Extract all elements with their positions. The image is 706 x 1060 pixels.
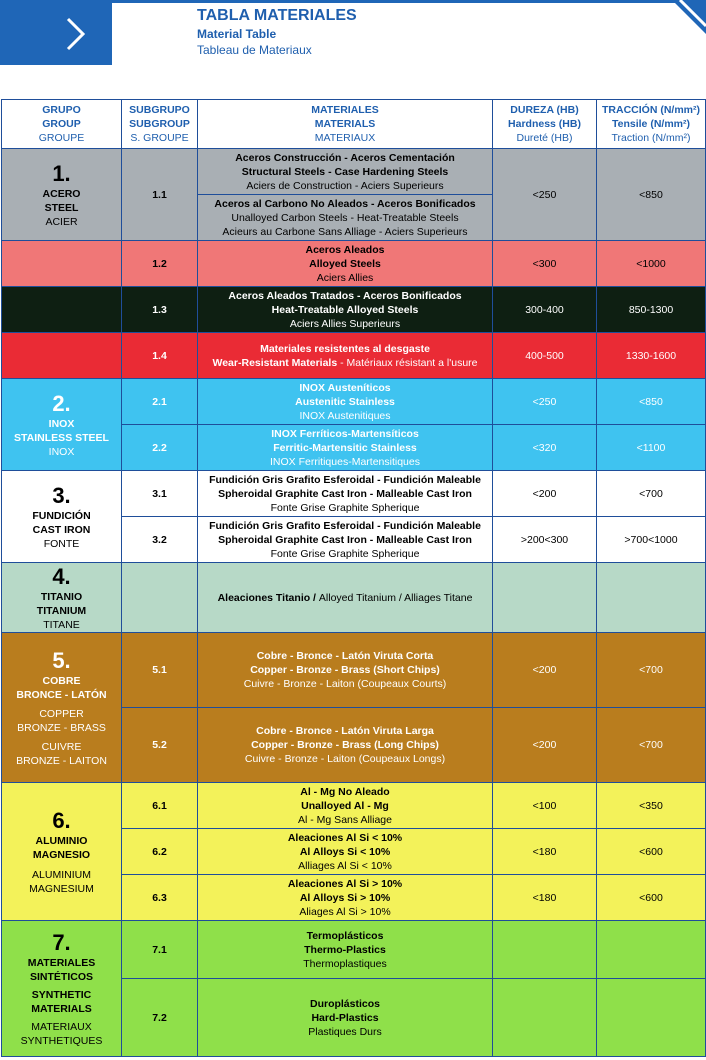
material-cell: Aleaciones Al Si > 10% Al Alloys Si > 10% Aliages Al Si > 10% [198, 875, 493, 921]
subgroup-cell: 1.3 [122, 287, 198, 333]
group-cell-5: 5. COBRE BRONCE - LATÓN COPPER BRONZE - BRASS CUIVRE BRONZE - LAITON [2, 633, 122, 783]
hardness-cell: <200 [493, 633, 597, 708]
hardness-cell [493, 563, 597, 633]
subgroup-cell: 3.2 [122, 517, 198, 563]
table-row [2, 783, 706, 829]
material-cell: Al - Mg No Aleado Unalloyed Al - Mg Al - Mg Sans Alliage [198, 783, 493, 829]
material-cell: Termoplásticos Thermo-Plastics Thermoplastiques [198, 921, 493, 979]
subgroup-cell: 3.1 [122, 471, 198, 517]
table-row [2, 921, 706, 979]
page-subtitle-fr: Tableau de Materiaux [197, 43, 312, 57]
tensile-cell: <700 [597, 633, 706, 708]
table-header-row [2, 100, 706, 149]
tensile-cell: 1330-1600 [597, 333, 706, 379]
group-cell-empty [2, 287, 122, 333]
hardness-cell: <200 [493, 471, 597, 517]
col-header-group: GRUPO GROUP GROUPE [2, 100, 122, 149]
tensile-cell: <700 [597, 708, 706, 783]
material-cell: Aceros Construcción - Aceros Cementación Structural Steels - Case Hardening Steels Aciers de Construction - Aciers Superieurs [198, 149, 493, 195]
material-cell: INOX Austeníticos Austenitic Stainless INOX Austenitiques [198, 379, 493, 425]
table-row [2, 241, 706, 287]
header-top-rule [112, 0, 706, 3]
table-row [2, 471, 706, 517]
page-subtitle-en: Material Table [197, 27, 277, 41]
table-row [2, 333, 706, 379]
hardness-cell [493, 979, 597, 1057]
group-cell-7: 7. MATERIALES SINTÉTICOS SYNTHETIC MATERIALS MATERIAUX SYNTHETIQUES [2, 921, 122, 1057]
tensile-cell: <850 [597, 149, 706, 241]
tensile-cell: <600 [597, 829, 706, 875]
material-cell: Aceros Aleados Alloyed Steels Aciers Allies [198, 241, 493, 287]
col-header-hardness: DUREZA (HB) Hardness (HB) Dureté (HB) [493, 100, 597, 149]
subgroup-cell: 6.3 [122, 875, 198, 921]
tensile-cell: 850-1300 [597, 287, 706, 333]
tensile-cell: <1100 [597, 425, 706, 471]
header-blue-block [0, 0, 112, 65]
group-cell-2: 2. INOX STAINLESS STEEL INOX [2, 379, 122, 471]
table-row [2, 633, 706, 708]
material-cell: Aceros al Carbono No Aleados - Aceros Bonificados Unalloyed Carbon Steels - Heat-Treatable Steels Acieurs au Carbone Sans Alliage - Aciers Superieurs [198, 195, 493, 241]
hardness-cell: <100 [493, 783, 597, 829]
col-header-subgroup: SUBGRUPO SUBGROUP S. GROUPE [122, 100, 198, 149]
table-row [2, 287, 706, 333]
subgroup-cell: 7.2 [122, 979, 198, 1057]
hardness-cell: <300 [493, 241, 597, 287]
hardness-cell: <200 [493, 708, 597, 783]
group-cell-1: 1. ACERO STEEL ACIER [2, 149, 122, 241]
materials-table [1, 99, 706, 1057]
subgroup-cell: 6.1 [122, 783, 198, 829]
tensile-cell: <350 [597, 783, 706, 829]
page-title: TABLA MATERIALES [197, 7, 357, 24]
subgroup-cell: 1.2 [122, 241, 198, 287]
group-cell-empty [2, 241, 122, 287]
material-cell: Cobre - Bronce - Latón Viruta Larga Copper - Bronze - Brass (Long Chips) Cuivre - Bronze - Laiton (Coupeaux Longs) [198, 708, 493, 783]
group-cell-4: 4. TITANIO TITANIUM TITANE [2, 563, 122, 633]
subgroup-cell: 5.2 [122, 708, 198, 783]
material-cell: Aleaciones Al Si < 10% Al Alloys Si < 10% Alliages Al Si < 10% [198, 829, 493, 875]
col-header-tensile: TRACCIÓN (N/mm²) Tensile (N/mm²) Traction (N/mm²) [597, 100, 706, 149]
hardness-cell: <250 [493, 149, 597, 241]
col-header-materials: MATERIALES MATERIALS MATERIAUX [198, 100, 493, 149]
subgroup-cell: 5.1 [122, 633, 198, 708]
tensile-cell: <600 [597, 875, 706, 921]
hardness-cell [493, 921, 597, 979]
tensile-cell: <850 [597, 379, 706, 425]
group-cell-6: 6. ALUMINIO MAGNESIO ALUMINIUM MAGNESIUM [2, 783, 122, 921]
hardness-cell: >200<300 [493, 517, 597, 563]
chevron-right-icon [66, 17, 86, 51]
group-cell-empty [2, 333, 122, 379]
subgroup-cell: 2.1 [122, 379, 198, 425]
tensile-cell: >700<1000 [597, 517, 706, 563]
material-cell: Cobre - Bronce - Latón Viruta Corta Copper - Bronze - Brass (Short Chips) Cuivre - Bronze - Laiton (Coupeaux Courts) [198, 633, 493, 708]
material-cell: Fundición Gris Grafito Esferoidal - Fundición Maleable Spheroidal Graphite Cast Iron - Malleable Cast Iron Fonte Grise Graphite Spherique [198, 471, 493, 517]
subgroup-cell [122, 563, 198, 633]
group-cell-3: 3. FUNDICIÓN CAST IRON FONTE [2, 471, 122, 563]
hardness-cell: 400-500 [493, 333, 597, 379]
tensile-cell [597, 921, 706, 979]
subgroup-cell: 1.1 [122, 149, 198, 241]
tensile-cell [597, 979, 706, 1057]
material-cell: Duroplásticos Hard-Plastics Plastiques Durs [198, 979, 493, 1057]
table-row [2, 149, 706, 195]
table-row [2, 379, 706, 425]
subgroup-cell: 7.1 [122, 921, 198, 979]
material-cell: Aleaciones Titanio / Alloyed Titanium / Alliages Titane [198, 563, 493, 633]
hardness-cell: <180 [493, 875, 597, 921]
hardness-cell: 300-400 [493, 287, 597, 333]
hardness-cell: <180 [493, 829, 597, 875]
page-header [0, 0, 706, 65]
subgroup-cell: 2.2 [122, 425, 198, 471]
subgroup-cell: 6.2 [122, 829, 198, 875]
material-cell: Fundición Gris Grafito Esferoidal - Fundición Maleable Spheroidal Graphite Cast Iron - Malleable Cast Iron Fonte Grise Graphite Spherique [198, 517, 493, 563]
tensile-cell: <700 [597, 471, 706, 517]
material-cell: Aceros Aleados Tratados - Aceros Bonificados Heat-Treatable Alloyed Steels Aciers Allies Superieurs [198, 287, 493, 333]
table-row [2, 563, 706, 633]
subgroup-cell: 1.4 [122, 333, 198, 379]
material-cell: INOX Ferríticos-Martensíticos Ferritic-Martensitic Stainless INOX Ferritiques-Martensitiques [198, 425, 493, 471]
hardness-cell: <250 [493, 379, 597, 425]
tensile-cell [597, 563, 706, 633]
hardness-cell: <320 [493, 425, 597, 471]
tensile-cell: <1000 [597, 241, 706, 287]
corner-decoration-icon [672, 0, 706, 34]
material-cell: Materiales resistentes al desgaste Wear-Resistant Materials - Matériaux résistant a l'usure [198, 333, 493, 379]
